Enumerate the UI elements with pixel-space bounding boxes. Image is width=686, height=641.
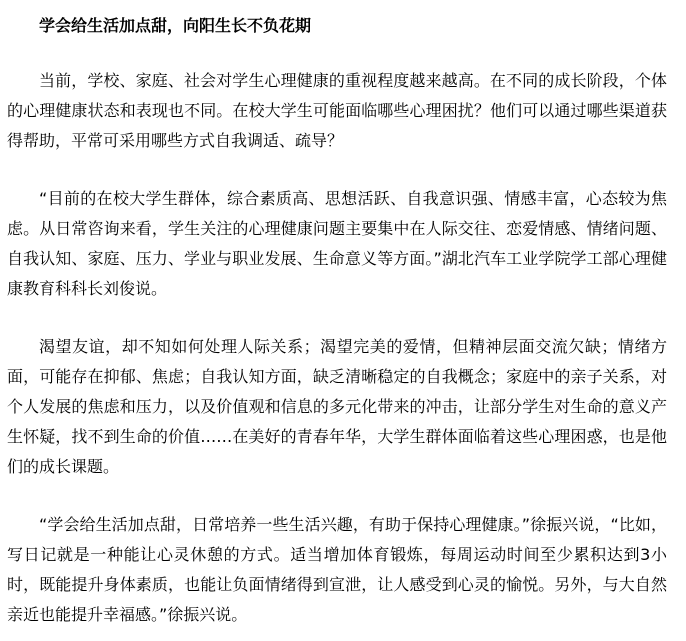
article-paragraph-challenges: 渴望友谊，却不知如何处理人际关系；渴望完美的爱情，但精神层面交流欠缺；情绪方面，可能存在抑郁、焦虑；自我认知方面，缺乏清晰稳定的自我概念；家庭中的亲子关系，对个人发展的焦虑和压力，以及价值观和信息的多元化带来的冲击，让部分学生对生命的意义产生怀疑，找不到生命的价值……在美好的青春年华，大学生群体面临着这些心理困惑，也是他们的成长课题。: [7, 337, 667, 476]
article-paragraph-expert-quote: “目前的在校大学生群体，综合素质高、思想活跃、自我意识强、情感丰富，心态较为焦虑。从日常咨询来看，学生关注的心理健康问题主要集中在人际交往、恋爱情感、情绪问题、自我认知、家庭、压力、学业与职业发展、生命意义等方面。”湖北汽车工业学院学工部心理健康教育科科长刘俊说。: [7, 189, 667, 298]
article-title: 学会给生活加点甜，向阳生长不负花期: [39, 16, 312, 35]
article-paragraph-intro: 当前，学校、家庭、社会对学生心理健康的重视程度越来越高。在不同的成长阶段，个体的心理健康状态和表现也不同。在校大学生可能面临哪些心理困扰？他们可以通过哪些渠道获得帮助，平常可采用哪些方式自我调适、疏导？: [7, 71, 667, 150]
article-paragraph-advice-quote: “学会给生活加点甜，日常培养一些生活兴趣，有助于保持心理健康。”徐振兴说，“比如，写日记就是一种能让心灵休憩的方式。适当增加体育锻炼，每周运动时间至少累积达到3小时，既能提升身体素质，也能让负面情绪得到宣泄，让人感受到心灵的愉悦。另外，与大自然亲近也能提升幸福感。”徐振兴说。: [7, 515, 667, 624]
